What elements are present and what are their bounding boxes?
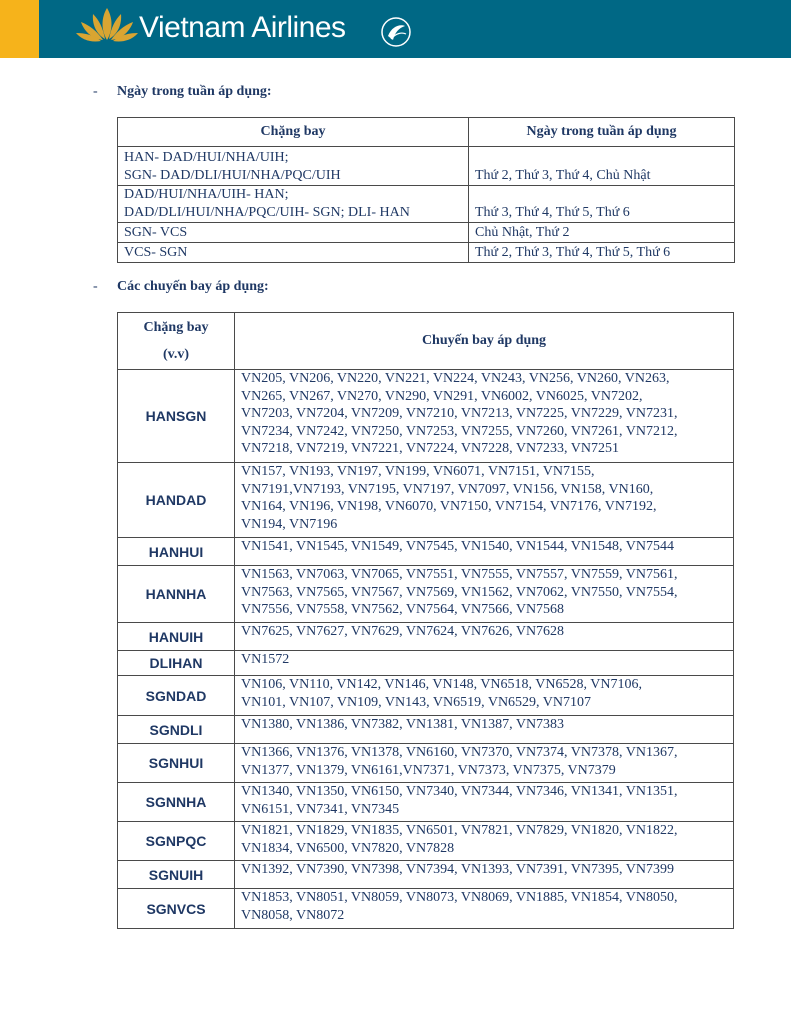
col-header-route-line: Chặng bay <box>143 320 209 335</box>
route-line: VCS- SGN <box>124 245 188 260</box>
skyteam-icon <box>376 12 416 52</box>
days-cell: Thứ 2, Thứ 3, Thứ 4, Thứ 5, Thứ 6 <box>469 243 735 263</box>
days-cell: Chủ Nhật, Thứ 2 <box>469 223 735 243</box>
route-line: DAD/HUI/NHA/UIH- HAN; <box>124 187 289 202</box>
route-code-cell: HANUIH <box>118 623 235 651</box>
table-row <box>118 651 734 676</box>
flight-list-cell <box>235 538 734 566</box>
flight-list-cell <box>235 744 734 783</box>
bullet-dash: - <box>93 84 98 99</box>
header-bar <box>0 0 791 58</box>
table-row <box>118 744 734 783</box>
flight-list-cell <box>235 716 734 744</box>
route-code-cell: SGNNHA <box>118 783 235 822</box>
flight-list-cell <box>235 651 734 676</box>
flight-list-line: VN8058, VN8072 <box>241 907 345 923</box>
col-header-flights: Chuyến bay áp dụng <box>235 313 734 370</box>
flight-list-line: VN1380, VN1386, VN7382, VN1381, VN1387, VN7383 <box>241 717 565 732</box>
table-header-row <box>118 313 734 370</box>
route-code-cell: HANDAD <box>118 463 235 538</box>
flight-list-line: VN1541, VN1545, VN1549, VN7545, VN1540, VN1544, VN1548, VN7544 <box>241 539 674 554</box>
section-flights-title <box>93 279 269 295</box>
flight-list-line: VN106, VN110, VN142, VN146, VN148, VN6518, VN6528, VN7106, <box>241 677 642 692</box>
flight-list-cell <box>235 861 734 889</box>
flight-list-cell <box>235 783 734 822</box>
brand-name: Vietnam Airlines <box>139 11 346 44</box>
route-code-cell: HANHUI <box>118 538 235 566</box>
route-cell <box>118 243 469 263</box>
flight-list-line: VN1377, VN1379, VN6161,VN7371, VN7373, VN7375, VN7379 <box>241 762 616 778</box>
days-cell: Thứ 2, Thứ 3, Thứ 4, Chủ Nhật <box>469 147 735 186</box>
route-code-cell: SGNPQC <box>118 822 235 861</box>
table-row <box>118 676 734 716</box>
flight-list-line: VN205, VN206, VN220, VN221, VN224, VN243, VN256, VN260, VN263, <box>241 371 670 386</box>
flight-list-cell <box>235 822 734 861</box>
table-row <box>118 889 734 929</box>
table-row <box>118 623 734 651</box>
table-row <box>118 223 735 243</box>
flight-list-line: VN1853, VN8051, VN8059, VN8073, VN8069, VN1885, VN1854, VN8050, <box>241 890 678 905</box>
table-row <box>118 822 734 861</box>
flight-list-line: VN7203, VN7204, VN7209, VN7210, VN7213, VN7225, VN7229, VN7231, <box>241 406 678 421</box>
flights-table-body <box>118 370 734 929</box>
flight-list-cell <box>235 566 734 623</box>
table-row <box>118 861 734 889</box>
flight-list-cell <box>235 889 734 929</box>
table-row <box>118 538 734 566</box>
section-days-label: Ngày trong tuần áp dụng: <box>117 84 272 99</box>
col-header-route: Chặng bay <box>118 118 469 147</box>
route-line: SGN- VCS <box>124 225 188 240</box>
lotus-logo-icon <box>76 6 138 46</box>
flight-list-line: VN6151, VN7341, VN7345 <box>241 801 400 817</box>
col-header-days: Ngày trong tuần áp dụng <box>469 118 735 147</box>
table-row <box>118 783 734 822</box>
table-header-row <box>118 118 735 147</box>
table-row <box>118 243 735 263</box>
flight-list-line: VN1821, VN1829, VN1835, VN6501, VN7821, VN7829, VN1820, VN1822, <box>241 823 678 838</box>
route-cell <box>118 186 469 223</box>
flight-list-line: VN157, VN193, VN197, VN199, VN6071, VN7151, VN7155, <box>241 464 595 479</box>
flight-list-line: VN7625, VN7627, VN7629, VN7624, VN7626, VN7628 <box>241 624 565 639</box>
flight-list-line: VN7563, VN7565, VN7567, VN7569, VN1562, VN7062, VN7550, VN7554, <box>241 584 678 600</box>
route-code-cell: HANSGN <box>118 370 235 463</box>
flight-list-cell <box>235 463 734 538</box>
table-row <box>118 566 734 623</box>
flight-list-line: VN7234, VN7242, VN7250, VN7253, VN7255, VN7260, VN7261, VN7212, <box>241 423 678 439</box>
section-days-title <box>93 84 272 100</box>
route-code-cell: DLIHAN <box>118 651 235 676</box>
route-line: DAD/DLI/HUI/NHA/PQC/UIH- SGN; DLI- HAN <box>124 205 410 220</box>
flight-list-cell <box>235 370 734 463</box>
route-code-cell: HANNHA <box>118 566 235 623</box>
bullet-dash: - <box>93 279 98 294</box>
section-flights-label: Các chuyến bay áp dụng: <box>117 279 269 294</box>
flight-list-line: VN7218, VN7219, VN7221, VN7224, VN7228, VN7233, VN7251 <box>241 441 620 456</box>
days-table <box>117 117 735 263</box>
route-line: SGN- DAD/DLI/HUI/NHA/PQC/UIH <box>124 168 341 183</box>
flight-list-line: VN265, VN267, VN270, VN290, VN291, VN6002, VN6025, VN7202, <box>241 388 643 404</box>
flight-list-line: VN1563, VN7063, VN7065, VN7551, VN7555, VN7557, VN7559, VN7561, <box>241 567 678 582</box>
table-row <box>118 370 734 463</box>
table-row <box>118 147 735 186</box>
route-code-cell: SGNDLI <box>118 716 235 744</box>
flight-list-line: VN1392, VN7390, VN7398, VN7394, VN1393, VN7391, VN7395, VN7399 <box>241 862 674 877</box>
flight-list-line: VN164, VN196, VN198, VN6070, VN7150, VN7154, VN7176, VN7192, <box>241 499 657 514</box>
flights-table <box>117 312 734 929</box>
flight-list-line: VN7556, VN7558, VN7562, VN7564, VN7566, VN7568 <box>241 602 565 617</box>
route-line: HAN- DAD/HUI/NHA/UIH; <box>124 150 289 165</box>
flight-list-cell <box>235 623 734 651</box>
route-code-cell: SGNVCS <box>118 889 235 929</box>
days-cell: Thứ 3, Thứ 4, Thứ 5, Thứ 6 <box>469 186 735 223</box>
flight-list-line: VN1340, VN1350, VN6150, VN7340, VN7344, VN7346, VN1341, VN1351, <box>241 784 678 799</box>
route-code-cell: SGNDAD <box>118 676 235 716</box>
header-accent-strip <box>0 0 39 58</box>
col-header-route <box>118 313 235 370</box>
flight-list-line: VN1572 <box>241 652 290 667</box>
route-cell <box>118 147 469 186</box>
col-header-route-line: (v.v) <box>162 347 190 362</box>
flight-list-cell <box>235 676 734 716</box>
flight-list-line: VN101, VN107, VN109, VN143, VN6519, VN6529, VN7107 <box>241 694 592 710</box>
route-code-cell: SGNHUI <box>118 744 235 783</box>
table-row <box>118 463 734 538</box>
table-row <box>118 186 735 223</box>
flight-list-line: VN194, VN7196 <box>241 516 338 532</box>
table-row <box>118 716 734 744</box>
flight-list-line: VN1366, VN1376, VN1378, VN6160, VN7370, VN7374, VN7378, VN1367, <box>241 745 678 760</box>
route-cell <box>118 223 469 243</box>
flight-list-line: VN7191,VN7193, VN7195, VN7197, VN7097, VN156, VN158, VN160, <box>241 481 654 497</box>
route-code-cell: SGNUIH <box>118 861 235 889</box>
flight-list-line: VN1834, VN6500, VN7820, VN7828 <box>241 840 455 856</box>
